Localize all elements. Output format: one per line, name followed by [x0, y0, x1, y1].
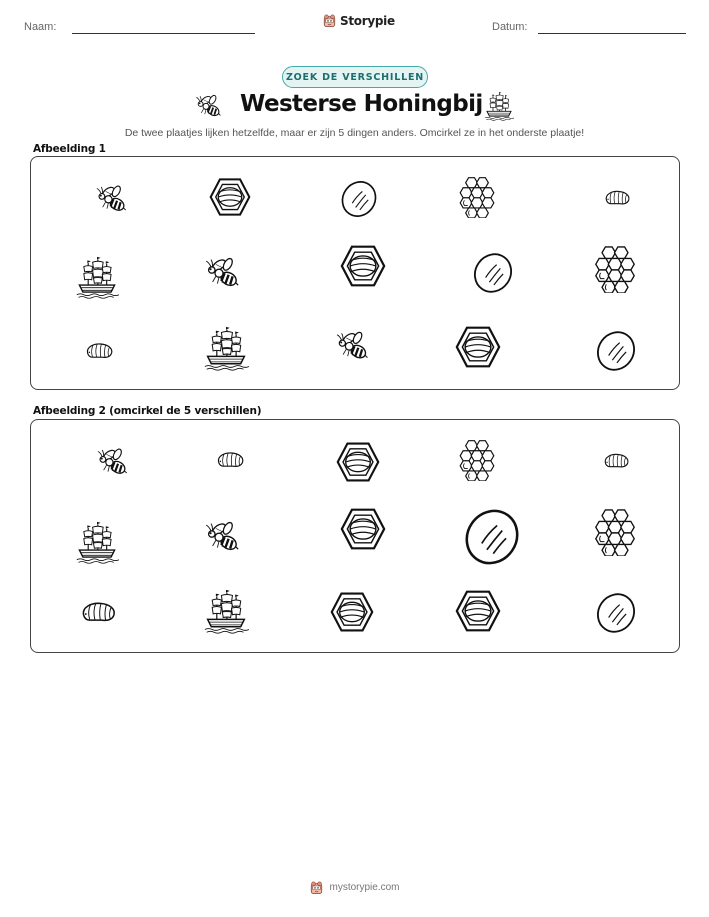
honeycomb-icon[interactable]	[454, 176, 500, 218]
bee-icon[interactable]	[94, 180, 130, 220]
larva-icon[interactable]	[65, 592, 131, 630]
honey-cell-icon[interactable]	[209, 176, 251, 218]
brand	[322, 13, 395, 28]
ship-icon[interactable]	[203, 588, 249, 636]
ship-icon[interactable]	[203, 326, 249, 372]
footer	[0, 880, 709, 895]
honey-cell-icon[interactable]	[340, 243, 386, 289]
larva-icon[interactable]	[594, 183, 640, 211]
larva-icon[interactable]	[208, 444, 252, 474]
honey-cell-icon[interactable]	[340, 506, 386, 552]
name-label: Naam:	[24, 21, 57, 33]
bee-icon[interactable]	[203, 253, 243, 295]
ship-icon	[484, 91, 514, 122]
date-label: Datum:	[492, 21, 528, 33]
title-row	[0, 89, 709, 125]
honeycomb-icon[interactable]	[591, 245, 639, 293]
honey-cell-icon[interactable]	[455, 324, 501, 370]
ship-icon[interactable]	[75, 520, 119, 566]
page-title: Westerse Honingbij	[240, 91, 483, 117]
picture-1-panel	[30, 156, 680, 390]
bread-icon[interactable]	[470, 249, 516, 297]
honeycomb-icon[interactable]	[591, 508, 639, 556]
honey-cell-icon[interactable]	[329, 590, 375, 634]
activity-badge: ZOEK DE VERSCHILLEN	[282, 66, 428, 88]
storypie-logo-icon	[309, 880, 324, 895]
instructions: De twee plaatjes lijken hetzelfde, maar er zijn 5 dingen anders. Omcirkel ze in het onderste plaatje!	[124, 127, 585, 139]
date-field-line[interactable]	[538, 33, 686, 34]
storypie-logo-icon	[322, 13, 337, 28]
larva-icon[interactable]	[76, 335, 122, 365]
honey-cell-icon[interactable]	[455, 588, 501, 634]
picture-2-panel	[30, 419, 680, 653]
bread-icon[interactable]	[338, 176, 380, 222]
brand-name: Storypie	[340, 13, 395, 28]
larva-icon[interactable]	[593, 446, 639, 474]
name-field-line[interactable]	[72, 33, 255, 34]
honeycomb-icon[interactable]	[454, 439, 500, 481]
bee-icon[interactable]	[333, 328, 373, 366]
bee-icon	[194, 92, 224, 122]
footer-url: mystorypie.com	[329, 882, 400, 893]
bee-icon[interactable]	[203, 517, 243, 559]
ship-icon[interactable]	[75, 255, 119, 301]
bread-icon[interactable]	[593, 327, 639, 375]
bread-icon[interactable]	[460, 504, 524, 570]
honey-cell-icon[interactable]	[336, 439, 380, 485]
bee-icon[interactable]	[95, 443, 131, 483]
bread-icon[interactable]	[593, 589, 639, 637]
panel-2-label: Afbeelding 2 (omcirkel de 5 verschillen)	[33, 405, 262, 417]
panel-1-label: Afbeelding 1	[33, 143, 106, 155]
